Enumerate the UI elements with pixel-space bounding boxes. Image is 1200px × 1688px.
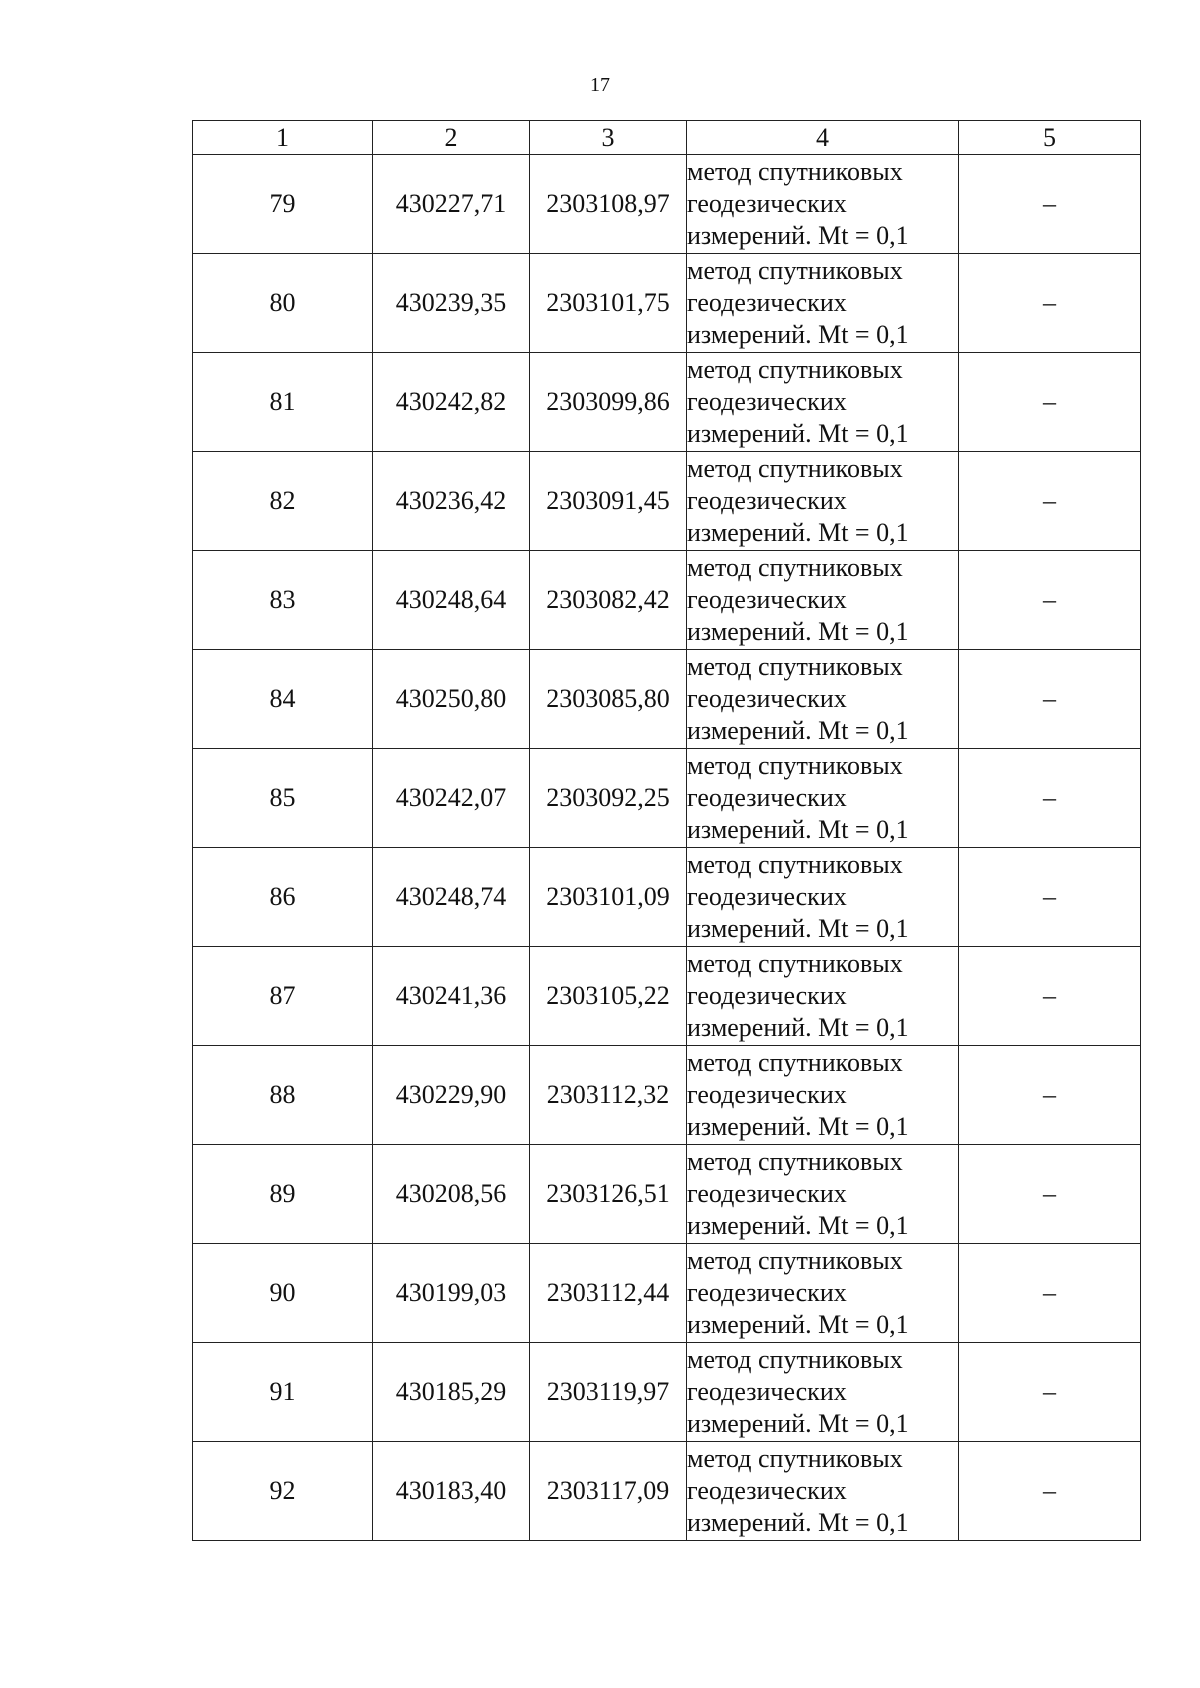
table-row (193, 1145, 1141, 1244)
table-row (193, 947, 1141, 1046)
header-col-4: 4 (687, 121, 959, 155)
coord-x: 430241,36 (373, 947, 530, 1046)
method-line-2: геодезических (687, 1080, 847, 1109)
point-number: 84 (193, 650, 373, 749)
method-line-1: метод спутниковых (687, 157, 903, 186)
method-cell (687, 650, 959, 749)
coord-x: 430248,64 (373, 551, 530, 650)
method-line-3: измерений. Mt = 0,1 (687, 419, 909, 448)
coord-x: 430208,56 (373, 1145, 530, 1244)
point-number: 87 (193, 947, 373, 1046)
coord-y: 2303117,09 (530, 1442, 687, 1541)
col-5-value: – (959, 1244, 1141, 1343)
coord-y: 2303099,86 (530, 353, 687, 452)
table-row (193, 353, 1141, 452)
table-row (193, 551, 1141, 650)
coord-x: 430239,35 (373, 254, 530, 353)
coord-y: 2303101,09 (530, 848, 687, 947)
coord-y: 2303112,32 (530, 1046, 687, 1145)
coord-y: 2303105,22 (530, 947, 687, 1046)
method-line-2: геодезических (687, 783, 847, 812)
point-number: 92 (193, 1442, 373, 1541)
method-line-2: геодезических (687, 288, 847, 317)
method-cell (687, 155, 959, 254)
header-col-2: 2 (373, 121, 530, 155)
method-cell (687, 749, 959, 848)
col-5-value: – (959, 947, 1141, 1046)
table-row (193, 254, 1141, 353)
method-line-3: измерений. Mt = 0,1 (687, 815, 909, 844)
coord-y: 2303119,97 (530, 1343, 687, 1442)
header-col-3: 3 (530, 121, 687, 155)
method-line-1: метод спутниковых (687, 949, 903, 978)
point-number: 85 (193, 749, 373, 848)
method-line-1: метод спутниковых (687, 652, 903, 681)
method-line-3: измерений. Mt = 0,1 (687, 1310, 909, 1339)
col-5-value: – (959, 650, 1141, 749)
method-line-1: метод спутниковых (687, 1246, 903, 1275)
coord-x: 430236,42 (373, 452, 530, 551)
point-number: 88 (193, 1046, 373, 1145)
method-line-1: метод спутниковых (687, 553, 903, 582)
method-line-1: метод спутниковых (687, 1147, 903, 1176)
col-5-value: – (959, 353, 1141, 452)
method-line-3: измерений. Mt = 0,1 (687, 914, 909, 943)
method-line-1: метод спутниковых (687, 355, 903, 384)
table-row (193, 155, 1141, 254)
method-line-1: метод спутниковых (687, 1048, 903, 1077)
coord-y: 2303108,97 (530, 155, 687, 254)
table-row (193, 848, 1141, 947)
method-line-3: измерений. Mt = 0,1 (687, 1409, 909, 1438)
point-number: 89 (193, 1145, 373, 1244)
method-line-1: метод спутниковых (687, 1444, 903, 1473)
table-row (193, 1244, 1141, 1343)
method-line-2: геодезических (687, 981, 847, 1010)
col-5-value: – (959, 1046, 1141, 1145)
method-cell (687, 1442, 959, 1541)
method-line-2: геодезических (687, 1377, 847, 1406)
col-5-value: – (959, 551, 1141, 650)
method-line-3: измерений. Mt = 0,1 (687, 1112, 909, 1141)
method-line-2: геодезических (687, 1476, 847, 1505)
method-line-1: метод спутниковых (687, 1345, 903, 1374)
coord-x: 430248,74 (373, 848, 530, 947)
method-cell (687, 947, 959, 1046)
header-col-1: 1 (193, 121, 373, 155)
table-row (193, 1343, 1141, 1442)
method-line-2: геодезических (687, 882, 847, 911)
method-line-2: геодезических (687, 189, 847, 218)
method-line-2: геодезических (687, 387, 847, 416)
table-row (193, 452, 1141, 551)
coord-x: 430250,80 (373, 650, 530, 749)
coord-y: 2303085,80 (530, 650, 687, 749)
method-line-1: метод спутниковых (687, 454, 903, 483)
coord-x: 430185,29 (373, 1343, 530, 1442)
col-5-value: – (959, 848, 1141, 947)
coord-y: 2303112,44 (530, 1244, 687, 1343)
coordinates-table (192, 120, 1141, 1541)
coord-x: 430229,90 (373, 1046, 530, 1145)
coord-y: 2303091,45 (530, 452, 687, 551)
col-5-value: – (959, 1343, 1141, 1442)
method-cell (687, 254, 959, 353)
point-number: 82 (193, 452, 373, 551)
coord-y: 2303101,75 (530, 254, 687, 353)
method-cell (687, 1046, 959, 1145)
coord-x: 430183,40 (373, 1442, 530, 1541)
method-line-1: метод спутниковых (687, 256, 903, 285)
point-number: 91 (193, 1343, 373, 1442)
col-5-value: – (959, 155, 1141, 254)
method-line-3: измерений. Mt = 0,1 (687, 617, 909, 646)
method-line-1: метод спутниковых (687, 850, 903, 879)
method-cell (687, 1244, 959, 1343)
method-line-1: метод спутниковых (687, 751, 903, 780)
point-number: 90 (193, 1244, 373, 1343)
method-line-2: геодезических (687, 1179, 847, 1208)
method-line-3: измерений. Mt = 0,1 (687, 320, 909, 349)
method-line-3: измерений. Mt = 0,1 (687, 1508, 909, 1537)
coord-x: 430242,07 (373, 749, 530, 848)
point-number: 80 (193, 254, 373, 353)
method-cell (687, 452, 959, 551)
table-row (193, 650, 1141, 749)
coord-y: 2303092,25 (530, 749, 687, 848)
table-row (193, 1442, 1141, 1541)
method-cell (687, 353, 959, 452)
table-row (193, 749, 1141, 848)
method-cell (687, 551, 959, 650)
table-header (193, 121, 1141, 155)
col-5-value: – (959, 254, 1141, 353)
page-number: 17 (590, 74, 610, 96)
method-line-3: измерений. Mt = 0,1 (687, 716, 909, 745)
coord-y: 2303082,42 (530, 551, 687, 650)
method-line-2: геодезических (687, 684, 847, 713)
header-col-5: 5 (959, 121, 1141, 155)
coord-y: 2303126,51 (530, 1145, 687, 1244)
table-body (193, 155, 1141, 1541)
col-5-value: – (959, 1442, 1141, 1541)
coord-x: 430242,82 (373, 353, 530, 452)
method-line-2: геодезических (687, 1278, 847, 1307)
method-line-3: измерений. Mt = 0,1 (687, 518, 909, 547)
col-5-value: – (959, 452, 1141, 551)
point-number: 81 (193, 353, 373, 452)
point-number: 86 (193, 848, 373, 947)
method-cell (687, 1145, 959, 1244)
coord-x: 430227,71 (373, 155, 530, 254)
method-line-2: геодезических (687, 486, 847, 515)
method-line-2: геодезических (687, 585, 847, 614)
coord-x: 430199,03 (373, 1244, 530, 1343)
col-5-value: – (959, 1145, 1141, 1244)
header-row (193, 121, 1141, 155)
point-number: 83 (193, 551, 373, 650)
point-number: 79 (193, 155, 373, 254)
col-5-value: – (959, 749, 1141, 848)
table-row (193, 1046, 1141, 1145)
method-line-3: измерений. Mt = 0,1 (687, 1013, 909, 1042)
method-line-3: измерений. Mt = 0,1 (687, 221, 909, 250)
method-cell (687, 848, 959, 947)
method-cell (687, 1343, 959, 1442)
method-line-3: измерений. Mt = 0,1 (687, 1211, 909, 1240)
